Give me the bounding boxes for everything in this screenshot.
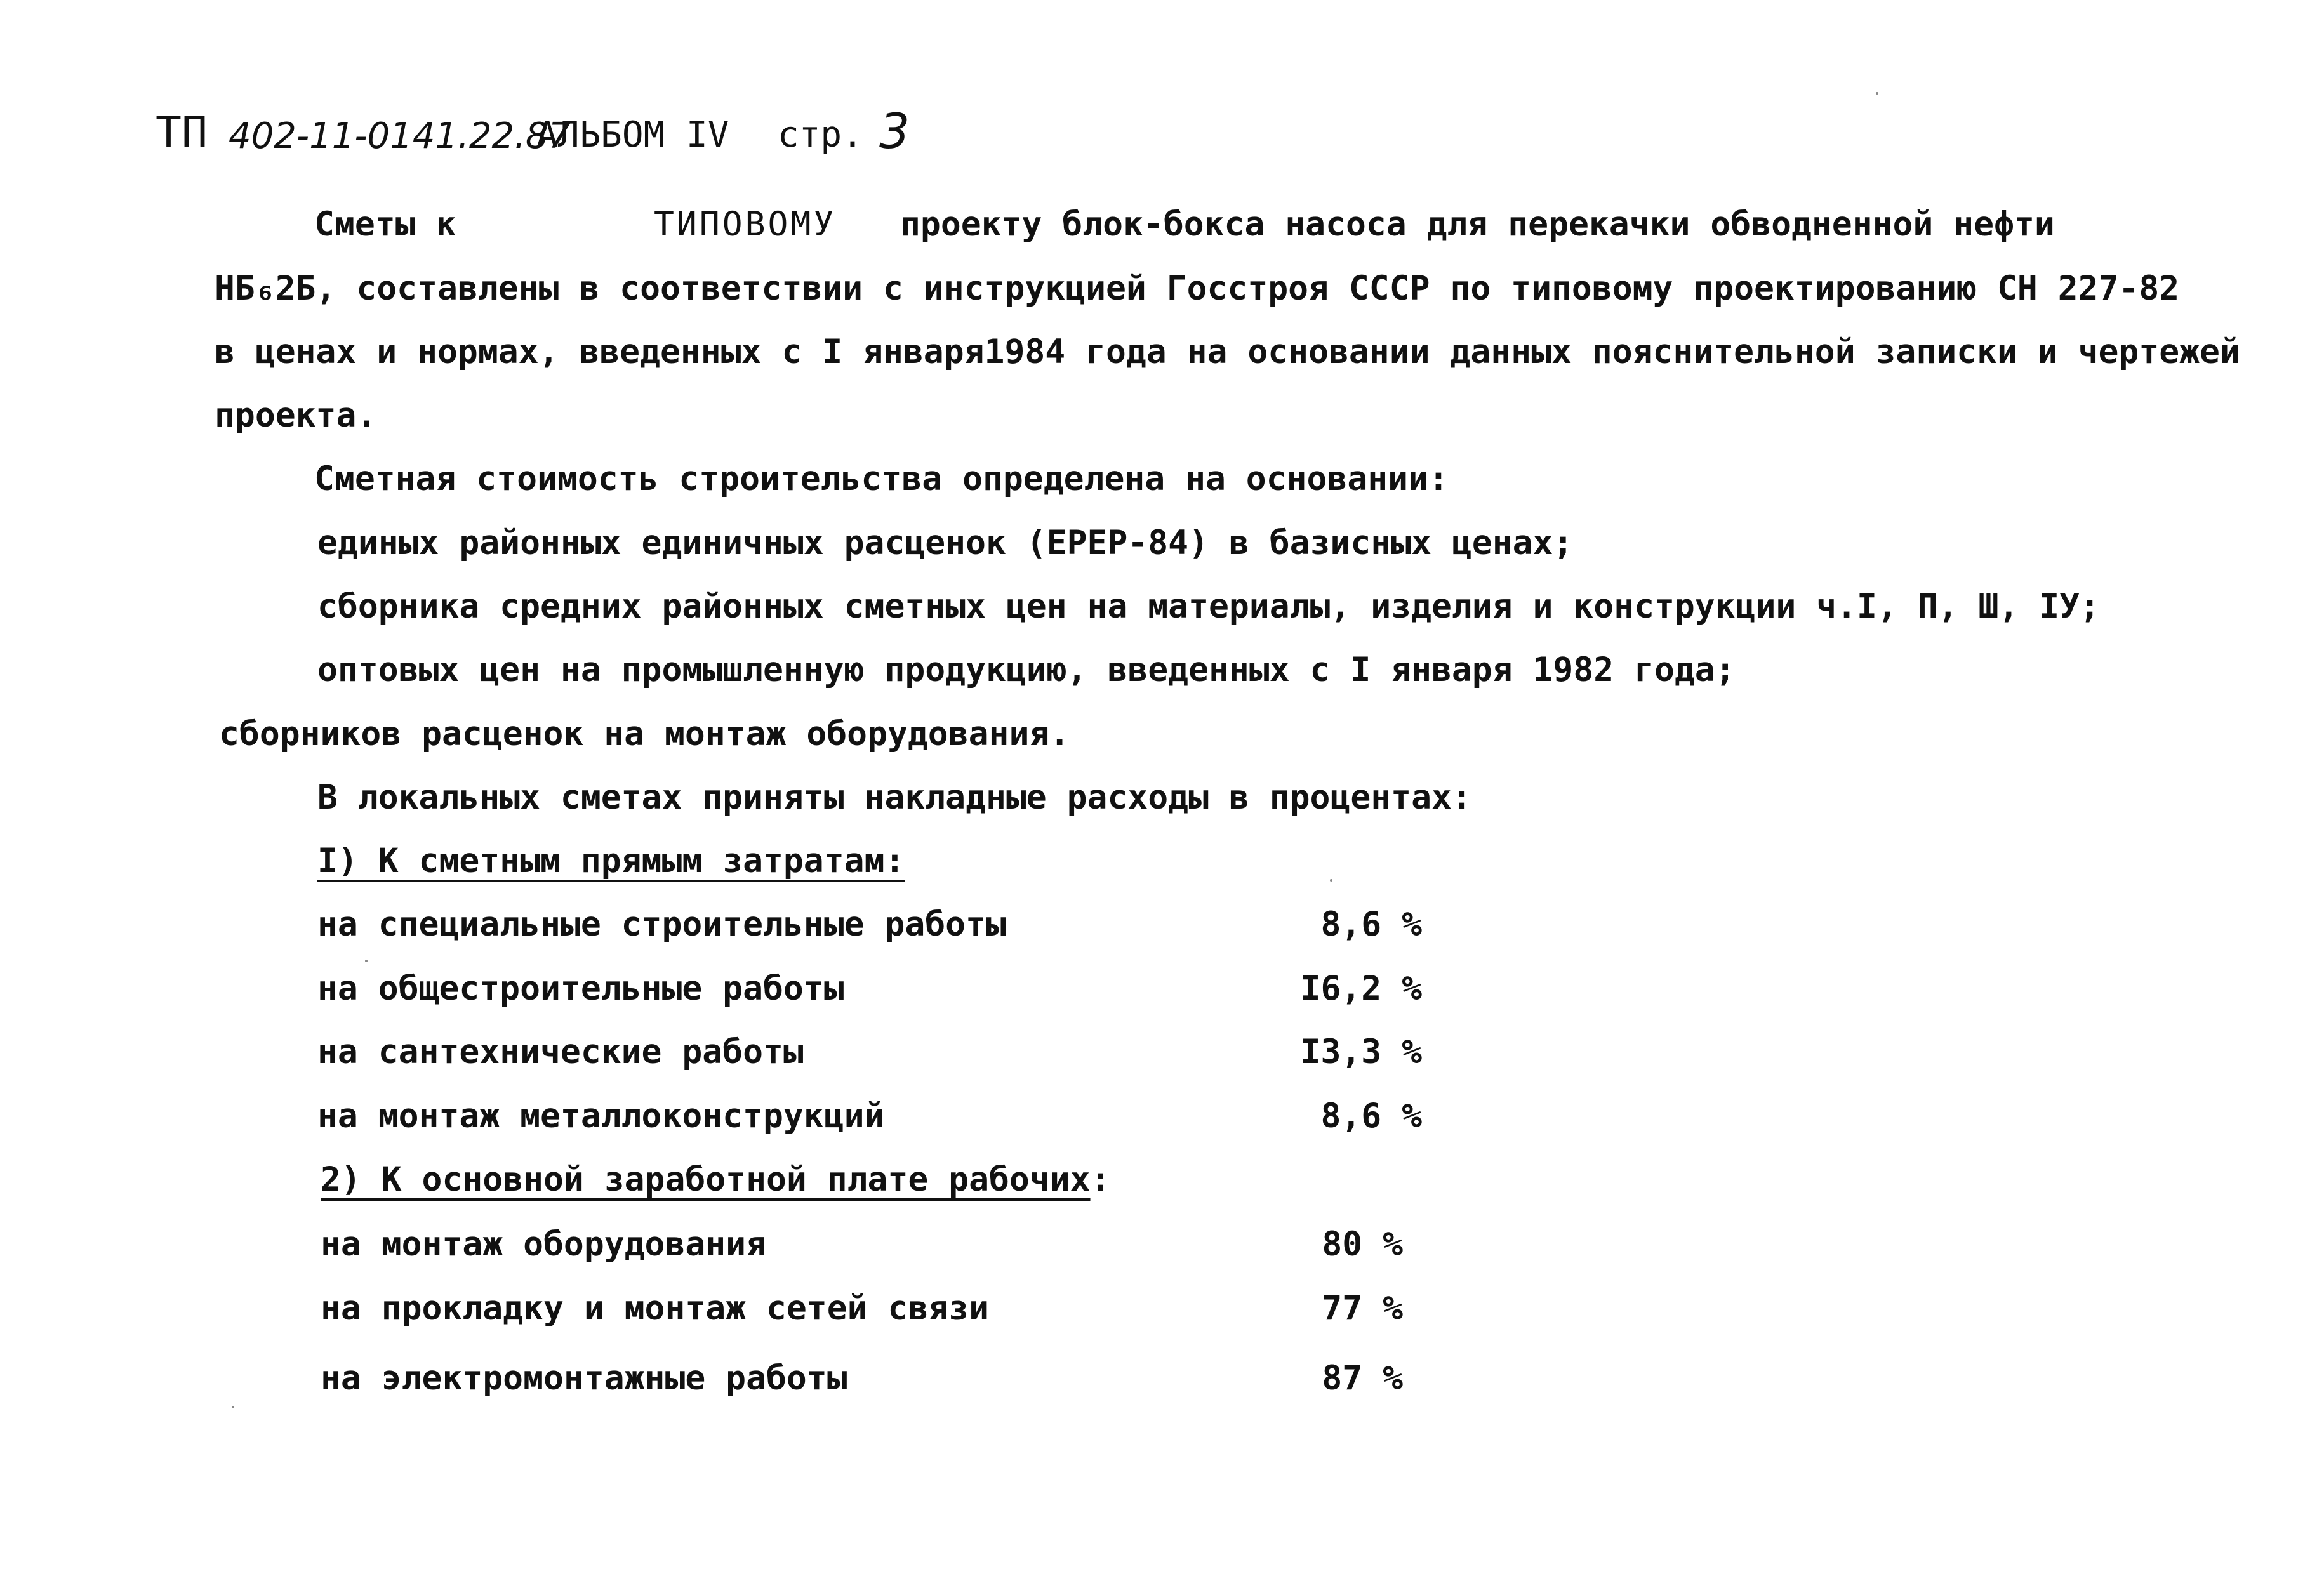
scan-speck <box>365 960 368 962</box>
album-label: АЛЬБОМ IV <box>536 114 729 155</box>
section1-row-value: 8,6 % <box>1320 1097 1422 1135</box>
section2-heading: 2) К основной заработной плате рабочих <box>321 1160 1091 1199</box>
basis-item-4: сборников расценок на монтаж оборудования. <box>219 715 1070 753</box>
section1-row-value: I3,3 % <box>1300 1033 1422 1071</box>
page-number: 3 <box>879 103 910 159</box>
scan-speck <box>1876 92 1878 95</box>
intro-line-3: в ценах и нормах, введенных с I января1984 года на основании данных пояснительной записки и чертежей <box>215 333 2240 371</box>
intro-line-2: НБ₆2Б, составлены в соответствии с инструкцией Госстроя СССР по типовому проектированию СН 227-82 <box>215 269 2180 308</box>
basis-item-1: единых районных единичных расценок (ЕРЕР-84) в базисных ценах; <box>317 524 1574 562</box>
section1-heading: I) К сметным прямым затратам: <box>317 842 905 880</box>
section2-row-value: 77 % <box>1322 1289 1403 1328</box>
section1-row-value: I6,2 % <box>1300 969 1422 1008</box>
overhead-title: В локальных сметах приняты накладные расходы в процентах: <box>317 778 1472 817</box>
section1-row-value: 8,6 % <box>1320 905 1422 944</box>
section2-row-label: на электромонтажные работы <box>321 1359 847 1398</box>
doc-code: ТП <box>156 108 208 158</box>
page-label: стр. <box>778 114 863 155</box>
basis-item-2: сборника средних районных сметных цен на материалы, изделия и конструкции ч.I, П, Ш, IУ; <box>317 587 2100 626</box>
intro-line-1b: ТИПОВОМУ <box>654 205 837 244</box>
section2-row-label: на монтаж оборудования <box>321 1225 766 1264</box>
section2-heading-line <box>321 1160 1110 1199</box>
section1-row-label: на сантехнические работы <box>317 1033 804 1071</box>
section2-heading-colon: : <box>1090 1160 1111 1199</box>
doc-number: 402-11-0141.22.87 <box>229 116 571 157</box>
section2-row-value: 87 % <box>1322 1359 1403 1398</box>
basis-title: Сметная стоимость строительства определена на основании: <box>314 460 1449 498</box>
section2-row-label: на прокладку и монтаж сетей связи <box>321 1289 989 1328</box>
section1-row-label: на специальные строительные работы <box>317 905 1006 944</box>
scan-speck <box>232 1406 234 1408</box>
basis-item-3: оптовых цен на промышленную продукцию, введенных с I января 1982 года; <box>317 651 1736 689</box>
section2-row-value: 80 % <box>1322 1225 1403 1264</box>
scan-speck <box>1330 879 1332 882</box>
section1-row-label: на монтаж металлоконструкций <box>317 1097 885 1135</box>
intro-line-1a: Сметы к <box>314 205 456 244</box>
intro-line-1c: проекту блок-бокса насоса для перекачки обводненной нефти <box>900 205 2055 244</box>
intro-line-4: проекта. <box>215 396 377 435</box>
section1-row-label: на общестроительные работы <box>317 969 844 1008</box>
